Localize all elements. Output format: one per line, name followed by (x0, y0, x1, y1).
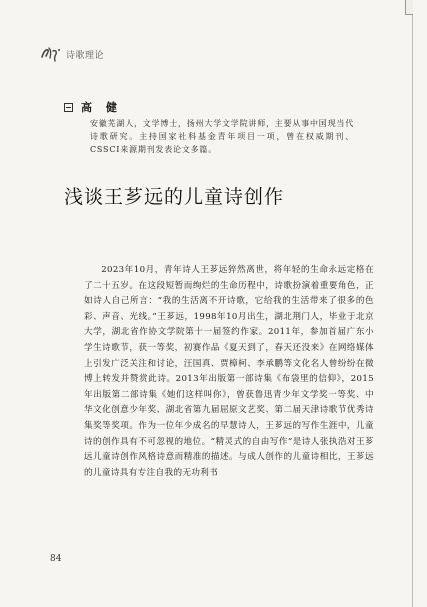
calligraphy-brush-icon (40, 45, 62, 63)
article-title: 浅谈王芗远的儿童诗创作 (64, 186, 285, 208)
author-block (64, 100, 354, 156)
running-header (40, 43, 104, 63)
author-bio: 安徽芜湖人，文学博士，扬州大学文学院讲师，主要从事中国现当代诗歌研究。主持国家社科基金青年项目一项，曾在权威期刊、CSSCI来源期刊发表论文多篇。 (90, 119, 354, 154)
page-corner-tab (405, 0, 413, 15)
article-body: 2023年10月，青年诗人王芗远猝然离世，将年轻的生命永远定格在了二十五岁。在这段短暂而绚烂的生命历程中，诗歌扮演着重要角色，正如诗人自己所言：“我的生活离不开诗歌，它给我的生活带来了很多的色彩、声音、光线。”王芗远，1998年10月出生，湖北荆门人，毕业于北京大学，湖北省作协文学院第十一届签约作家。2011年，参加首届广东小学生诗歌节，获一等奖，初赛作品《夏天到了，春天还没来》在网络媒体上引发广泛关注和讨论，汪国真、贾樟柯、李承鹏等文化名人曾纷纷在微博上转发并赞赏此诗。2013年出版第一部诗集《布袋里的信仰》，2015年出版第二部诗集《她们这样叫你》，曾获鲁迅青少年文学奖一等奖、中华文化创意少年奖、湖北省第九届屈原文艺奖、第二届天津诗歌节优秀诗集奖等奖项。作为一位年少成名的早慧诗人，王芗远的写作生涯中，儿童诗的创作具有不可忽视的地位。“精灵式的自由写作”是诗人张执浩对王芗远儿童诗创作风格诗意而精准的描述。与成人创作的儿童诗相比，王芗远的儿童诗具有专注自我的无功利书 (84, 265, 374, 478)
page-number: 84 (50, 554, 62, 564)
author-marker-icon (64, 103, 73, 112)
page-edge-rule (412, 0, 413, 607)
section-label: 诗歌理论 (66, 51, 105, 61)
author-name-row (64, 100, 354, 114)
author-name: 高 健 (81, 101, 122, 114)
